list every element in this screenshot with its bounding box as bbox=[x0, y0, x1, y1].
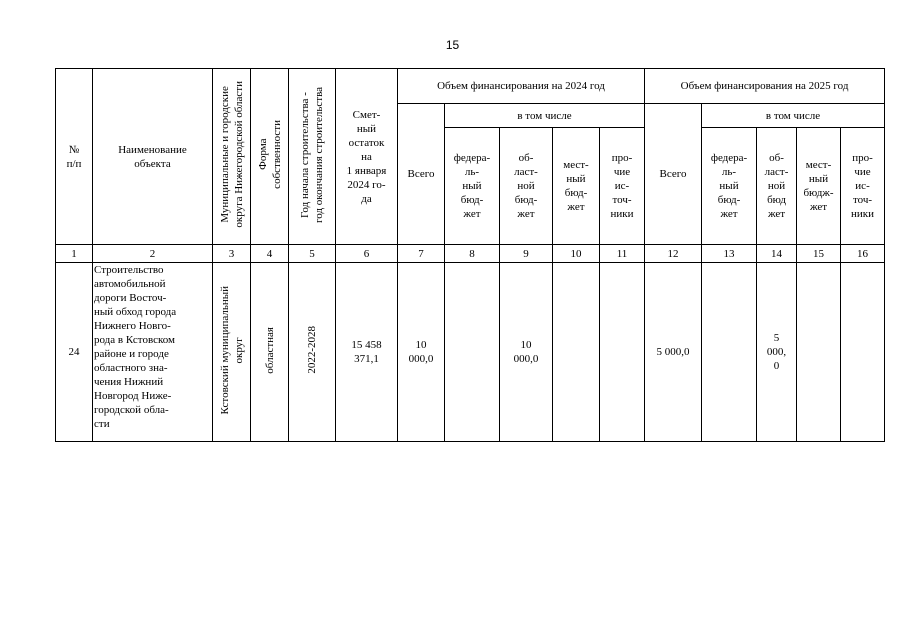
page-number: 15 bbox=[445, 38, 460, 52]
row-local-2024 bbox=[553, 263, 600, 442]
header-local-2024: мест- ный бюд- жет bbox=[553, 128, 600, 245]
row-regional-2024: 10 000,0 bbox=[500, 263, 553, 442]
column-number: 8 bbox=[445, 245, 500, 263]
header-federal-2025: федера- ль- ный бюд- жет bbox=[702, 128, 757, 245]
header-row-1 bbox=[56, 69, 885, 104]
row-ownership-cell bbox=[251, 263, 289, 442]
row-other-2024 bbox=[600, 263, 645, 442]
column-number: 1 bbox=[56, 245, 93, 263]
column-number: 14 bbox=[757, 245, 797, 263]
header-estimate: Смет- ный остаток на 1 января 2024 го- да bbox=[336, 69, 398, 245]
row-other-2025 bbox=[841, 263, 885, 442]
column-number: 2 bbox=[93, 245, 213, 263]
row-ownership: областная bbox=[263, 326, 276, 374]
header-total-2025: Всего bbox=[645, 104, 702, 245]
header-municipal: Муниципальные и городские округа Нижегородской области bbox=[218, 81, 245, 228]
header-group-2024: Объем финансирования на 2024 год bbox=[398, 69, 645, 104]
column-number: 5 bbox=[289, 245, 336, 263]
row-total-2024: 10 000,0 bbox=[398, 263, 445, 442]
header-other-2024: про- чие ис- точ- ники bbox=[600, 128, 645, 245]
column-number: 6 bbox=[336, 245, 398, 263]
header-regional-2024: об- ласт- ной бюд- жет bbox=[500, 128, 553, 245]
column-number: 15 bbox=[797, 245, 841, 263]
row-municipal: Кстовский муниципальный округ bbox=[218, 285, 245, 415]
row-name: Строительство автомобильной дороги Восточ- ный обход города Нижнего Новго- рода в Кстовском районе и городе областного зна- чения Нижний Новгород Ниже- городской обла- сти bbox=[93, 263, 213, 442]
header-local-2025: мест- ный бюдж- жет bbox=[797, 128, 841, 245]
row-estimate: 15 458 371,1 bbox=[336, 263, 398, 442]
header-num: № п/п bbox=[56, 69, 93, 245]
header-other-2025: про- чие ис- точ- ники bbox=[841, 128, 885, 245]
header-ownership: Форма собственности bbox=[256, 120, 283, 189]
column-number: 11 bbox=[600, 245, 645, 263]
row-years-cell bbox=[289, 263, 336, 442]
column-number: 16 bbox=[841, 245, 885, 263]
header-federal-2024: федера- ль- ный бюд- жет bbox=[445, 128, 500, 245]
row-years: 2022-2028 bbox=[306, 326, 318, 374]
table-row bbox=[56, 263, 885, 442]
header-years-cell bbox=[289, 69, 336, 245]
row-federal-2024 bbox=[445, 263, 500, 442]
header-including-2024: в том числе bbox=[445, 104, 645, 128]
row-total-2025: 5 000,0 bbox=[645, 263, 702, 442]
header-municipal-cell bbox=[213, 69, 251, 245]
column-number-row bbox=[56, 245, 885, 263]
column-number: 4 bbox=[251, 245, 289, 263]
column-number: 10 bbox=[553, 245, 600, 263]
column-number: 9 bbox=[500, 245, 553, 263]
column-number: 12 bbox=[645, 245, 702, 263]
column-number: 13 bbox=[702, 245, 757, 263]
row-municipal-cell bbox=[213, 263, 251, 442]
header-group-2025: Объем финансирования на 2025 год bbox=[645, 69, 885, 104]
header-total-2024: Всего bbox=[398, 104, 445, 245]
row-local-2025 bbox=[797, 263, 841, 442]
header-ownership-cell bbox=[251, 69, 289, 245]
header-regional-2025: об- ласт- ной бюд жет bbox=[757, 128, 797, 245]
header-years: Год начала строительства - год окончания строительства bbox=[299, 86, 325, 223]
row-federal-2025 bbox=[702, 263, 757, 442]
header-including-2025: в том числе bbox=[702, 104, 885, 128]
column-number: 7 bbox=[398, 245, 445, 263]
column-number: 3 bbox=[213, 245, 251, 263]
header-name: Наименование объекта bbox=[93, 69, 213, 245]
financing-table bbox=[55, 68, 885, 442]
row-num: 24 bbox=[56, 263, 93, 442]
row-regional-2025: 5 000, 0 bbox=[757, 263, 797, 442]
